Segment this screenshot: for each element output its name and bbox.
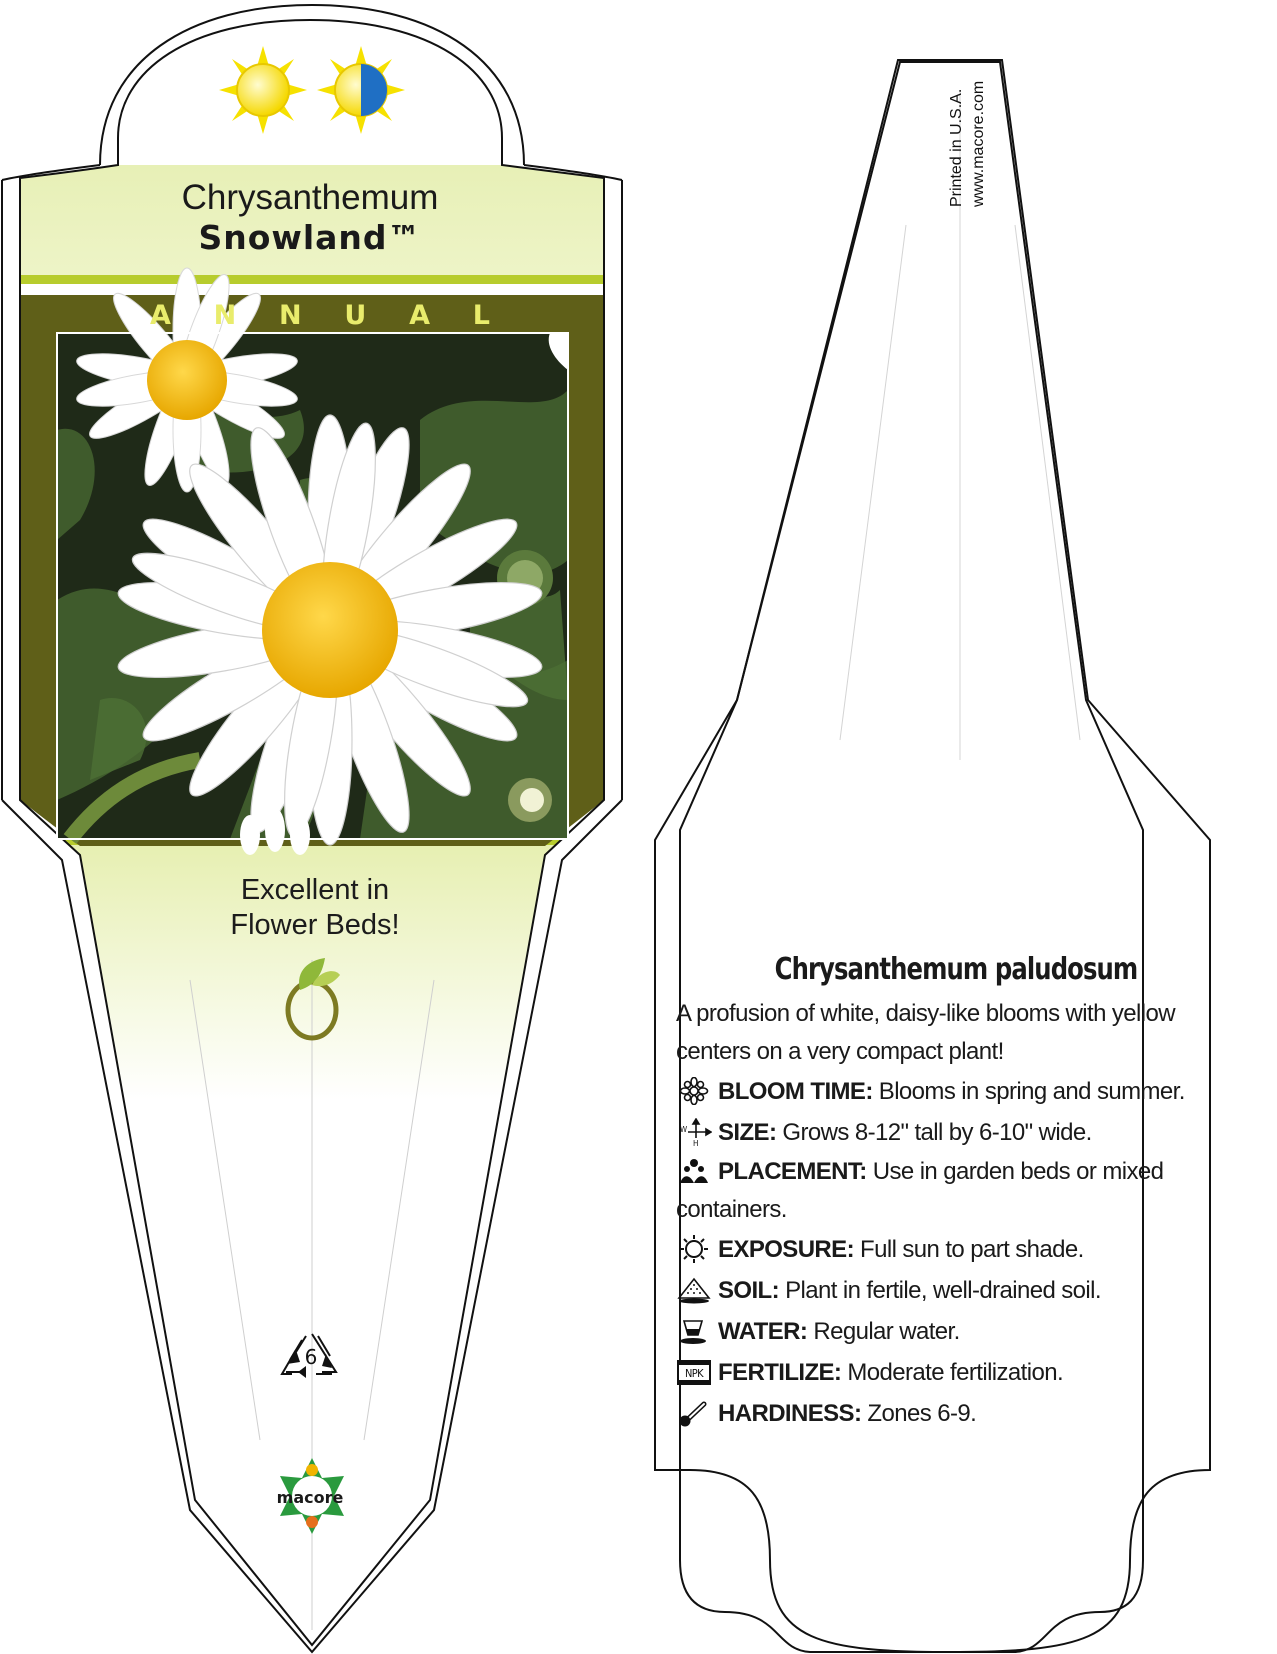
description: A profusion of white, daisy-like blooms with yellow centers on a very compact plant! xyxy=(676,1000,1175,1065)
detail-label: SOIL: xyxy=(718,1277,779,1304)
detail-text: Zones 6-9. xyxy=(861,1400,977,1427)
soil-icon xyxy=(676,1276,712,1304)
detail-label: FERTILIZE: xyxy=(718,1359,842,1386)
botanical-name: Chrysanthemum paludosum xyxy=(774,952,1138,987)
detail-text: Blooms in spring and summer. xyxy=(872,1078,1185,1105)
placement-icon xyxy=(676,1157,712,1185)
size-row xyxy=(676,1112,1236,1153)
thermometer-icon xyxy=(676,1399,712,1427)
detail-text: Full sun to part shade. xyxy=(853,1236,1084,1263)
detail-label: SIZE: xyxy=(718,1119,777,1146)
fertilize-row xyxy=(676,1352,1236,1393)
category-letter: L xyxy=(472,300,490,331)
detail-text: Grows 8-12" tall by 6-10" wide. xyxy=(776,1119,1092,1146)
placement-row xyxy=(676,1153,1236,1229)
tagline-line: Flower Beds! xyxy=(230,909,400,941)
plant-photo xyxy=(57,268,568,855)
care-info xyxy=(676,952,1236,1434)
svg-text:H: H xyxy=(693,1139,698,1146)
npk-icon xyxy=(676,1358,712,1386)
category-label xyxy=(150,300,490,331)
category-letter: N xyxy=(279,300,302,331)
printed-in-text xyxy=(946,81,990,207)
website-line: www.macore.com xyxy=(970,80,987,207)
category-letter: A xyxy=(150,300,171,331)
category-letter: A xyxy=(409,300,430,331)
svg-text:W: W xyxy=(680,1125,687,1134)
brand-name: macore xyxy=(276,1488,344,1507)
water-row xyxy=(676,1311,1236,1352)
part-shade-icon xyxy=(317,46,405,134)
detail-label: HARDINESS: xyxy=(718,1400,862,1427)
category-letter: U xyxy=(344,300,367,331)
soil-row xyxy=(676,1270,1236,1311)
npk-text: NPK xyxy=(684,1367,704,1380)
size-arrows-icon xyxy=(676,1118,712,1146)
sun-exposure-icon xyxy=(676,1235,712,1263)
flower-icon xyxy=(676,1077,712,1105)
exposure-row xyxy=(676,1229,1236,1270)
detail-text: Regular water. xyxy=(807,1318,960,1345)
bloom-time-row xyxy=(676,1071,1236,1112)
printed-line: Printed in U.S.A. xyxy=(948,88,965,207)
watering-can-icon xyxy=(676,1317,712,1345)
detail-label: PLACEMENT: xyxy=(718,1158,867,1185)
full-sun-icon xyxy=(219,46,307,134)
detail-label: EXPOSURE: xyxy=(718,1236,854,1263)
tagline-line: Excellent in xyxy=(240,874,390,906)
category-letter: N xyxy=(213,300,237,331)
genus-name: Chrysanthemum xyxy=(181,178,439,217)
detail-label: WATER: xyxy=(718,1318,808,1345)
detail-text: Use in garden beds or mixed containers. xyxy=(676,1158,1164,1223)
detail-text: Moderate fertilization. xyxy=(841,1359,1064,1386)
detail-text: Plant in fertile, well-drained soil. xyxy=(779,1277,1101,1304)
cultivar-name: Snowland™ xyxy=(198,218,422,257)
hardiness-row xyxy=(676,1393,1236,1434)
tagline xyxy=(170,873,460,943)
detail-label: BLOOM TIME: xyxy=(718,1078,873,1105)
recycle-number: 6 xyxy=(304,1345,318,1369)
